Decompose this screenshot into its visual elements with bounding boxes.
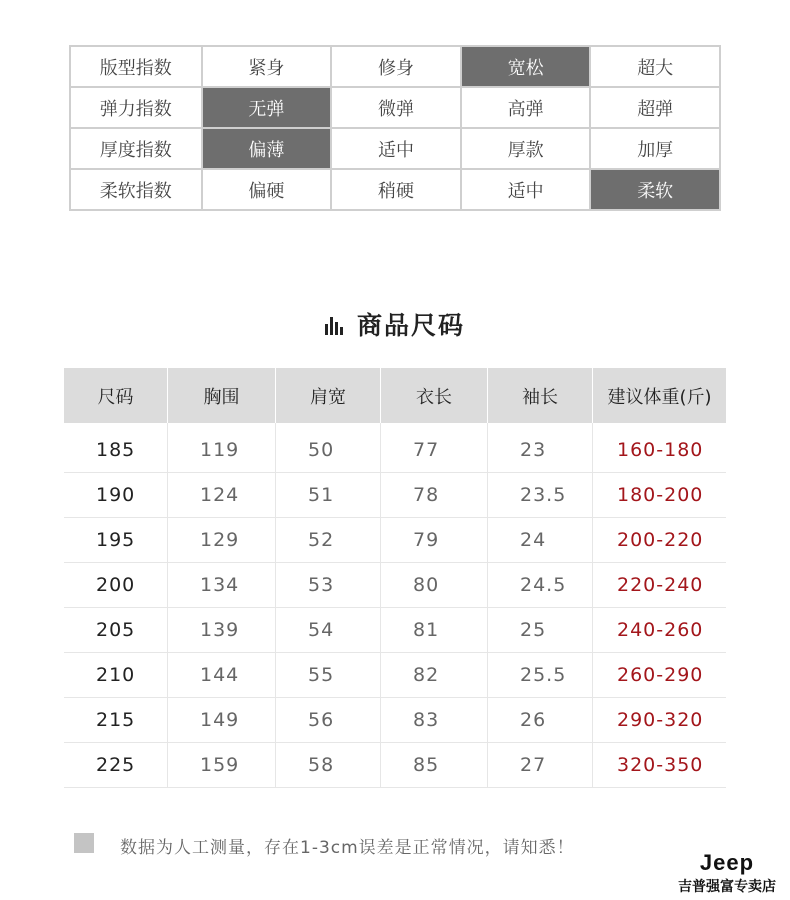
size-chart-row	[64, 518, 726, 563]
fabric-index-row	[70, 46, 720, 87]
measurement-cell: 25.5	[488, 653, 593, 698]
measurement-cell: 50	[276, 423, 381, 473]
size-label-cell: 200	[64, 563, 168, 608]
size-section-title-text: 商品尺码	[356, 311, 465, 340]
fabric-index-label: 厚度指数	[70, 128, 202, 169]
size-label-cell: 210	[64, 653, 168, 698]
fabric-index-option: 微弹	[331, 87, 461, 128]
fabric-index-option: 高弹	[461, 87, 591, 128]
measurement-cell: 24.5	[488, 563, 593, 608]
measurement-cell: 77	[381, 423, 488, 473]
size-chart-row	[64, 608, 726, 653]
size-chart-header-cell: 胸围	[168, 368, 276, 423]
brand-store-name: 吉普强富专卖店	[678, 879, 776, 895]
measurement-cell: 78	[381, 473, 488, 518]
measurement-cell: 134	[168, 563, 276, 608]
size-chart-row	[64, 473, 726, 518]
size-section-title	[0, 306, 790, 342]
weight-range-cell: 290-320	[593, 698, 727, 743]
fabric-index-option: 加厚	[590, 128, 720, 169]
fabric-index-body	[70, 46, 720, 210]
measurement-cell: 159	[168, 743, 276, 788]
size-label-cell: 185	[64, 423, 168, 473]
weight-range-cell: 240-260	[593, 608, 727, 653]
measurement-cell: 26	[488, 698, 593, 743]
size-chart-row	[64, 563, 726, 608]
fabric-index-option: 稍硬	[331, 169, 461, 210]
measurement-cell: 23.5	[488, 473, 593, 518]
fabric-index-option-selected: 偏薄	[202, 128, 332, 169]
bar-chart-icon	[325, 317, 347, 335]
fabric-index-option: 适中	[331, 128, 461, 169]
measurement-cell: 23	[488, 423, 593, 473]
measurement-cell: 85	[381, 743, 488, 788]
size-chart-header-cell: 尺码	[64, 368, 168, 423]
measurement-cell: 129	[168, 518, 276, 563]
measurement-cell: 55	[276, 653, 381, 698]
fabric-index-label: 柔软指数	[70, 169, 202, 210]
size-chart-row	[64, 698, 726, 743]
fabric-index-option: 厚款	[461, 128, 591, 169]
fabric-index-option: 紧身	[202, 46, 332, 87]
size-chart-row	[64, 423, 726, 473]
fabric-index-option: 超弹	[590, 87, 720, 128]
measurement-cell: 124	[168, 473, 276, 518]
measurement-cell: 51	[276, 473, 381, 518]
size-chart-row	[64, 743, 726, 788]
measurement-cell: 52	[276, 518, 381, 563]
fabric-index-option-selected: 宽松	[461, 46, 591, 87]
measurement-cell: 83	[381, 698, 488, 743]
measurement-cell: 139	[168, 608, 276, 653]
weight-range-cell: 180-200	[593, 473, 727, 518]
fabric-index-option: 超大	[590, 46, 720, 87]
size-chart-header-cell: 袖长	[488, 368, 593, 423]
size-chart-header-cell: 肩宽	[276, 368, 381, 423]
size-chart-header-cell: 衣长	[381, 368, 488, 423]
fabric-index-table	[69, 45, 721, 211]
size-chart-table	[64, 368, 726, 788]
measurement-cell: 80	[381, 563, 488, 608]
fabric-index-option: 适中	[461, 169, 591, 210]
size-chart-row	[64, 653, 726, 698]
weight-range-cell: 200-220	[593, 518, 727, 563]
measurement-cell: 149	[168, 698, 276, 743]
fabric-index-option-selected: 柔软	[590, 169, 720, 210]
measurement-cell: 119	[168, 423, 276, 473]
size-label-cell: 225	[64, 743, 168, 788]
fabric-index-option: 修身	[331, 46, 461, 87]
weight-range-cell: 160-180	[593, 423, 727, 473]
note-marker	[74, 833, 94, 853]
measurement-cell: 24	[488, 518, 593, 563]
fabric-index-label: 弹力指数	[70, 87, 202, 128]
size-chart-body	[64, 423, 726, 788]
measurement-note: 数据为人工测量，存在1-3cm误差是正常情况，请知悉！	[120, 838, 575, 858]
fabric-index-row	[70, 128, 720, 169]
weight-range-cell: 320-350	[593, 743, 727, 788]
fabric-index-option: 偏硬	[202, 169, 332, 210]
weight-range-cell: 260-290	[593, 653, 727, 698]
size-label-cell: 205	[64, 608, 168, 653]
fabric-index-option-selected: 无弹	[202, 87, 332, 128]
measurement-cell: 58	[276, 743, 381, 788]
size-chart-header-cell: 建议体重(斤)	[593, 368, 727, 423]
size-chart-header-row	[64, 368, 726, 423]
brand-mark	[664, 852, 790, 896]
measurement-cell: 81	[381, 608, 488, 653]
measurement-cell: 144	[168, 653, 276, 698]
size-label-cell: 195	[64, 518, 168, 563]
fabric-index-row	[70, 87, 720, 128]
fabric-index-row	[70, 169, 720, 210]
weight-range-cell: 220-240	[593, 563, 727, 608]
measurement-cell: 54	[276, 608, 381, 653]
measurement-cell: 82	[381, 653, 488, 698]
measurement-cell: 27	[488, 743, 593, 788]
measurement-cell: 25	[488, 608, 593, 653]
fabric-index-label: 版型指数	[70, 46, 202, 87]
measurement-cell: 56	[276, 698, 381, 743]
brand-logo: Jeep	[699, 850, 755, 875]
size-label-cell: 190	[64, 473, 168, 518]
measurement-cell: 53	[276, 563, 381, 608]
size-label-cell: 215	[64, 698, 168, 743]
measurement-cell: 79	[381, 518, 488, 563]
